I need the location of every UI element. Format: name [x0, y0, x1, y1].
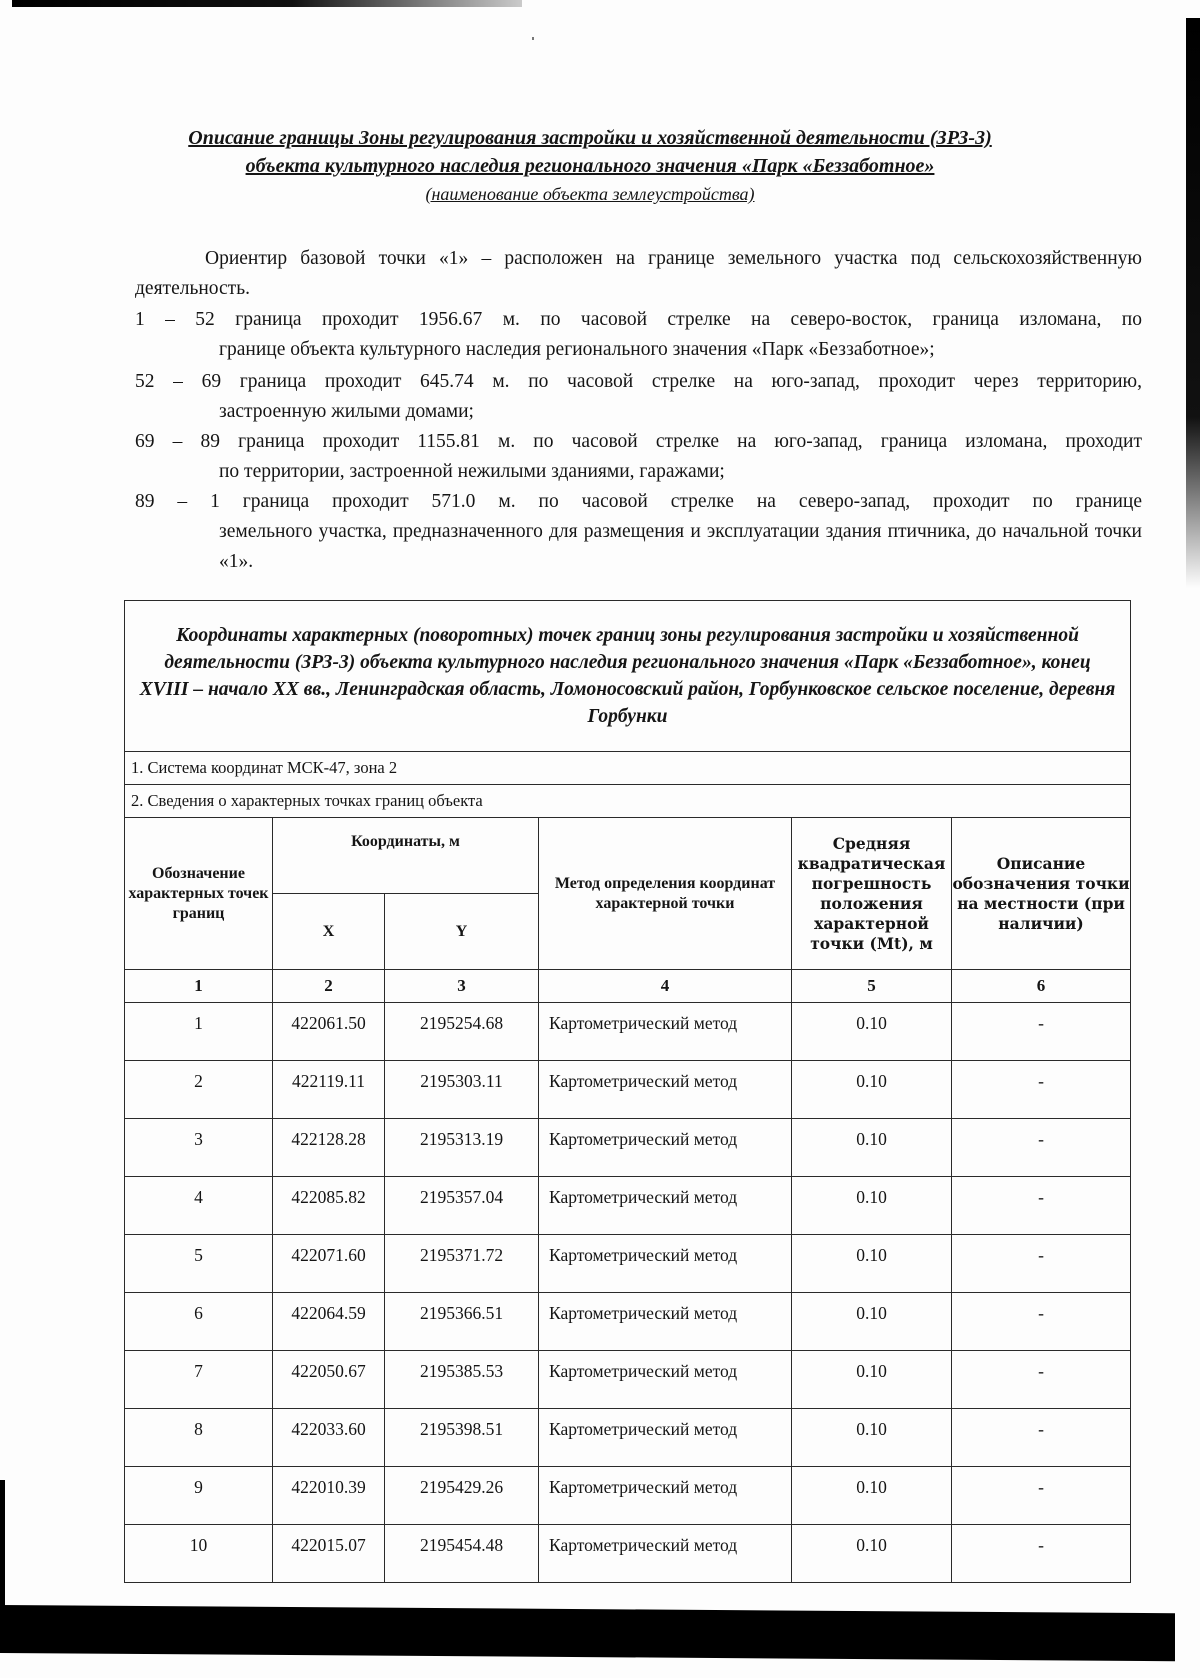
table-row — [125, 1293, 1131, 1351]
coordinate-system: 1. Система координат МСК-47, зона 2 — [125, 752, 1131, 785]
scan-edge-left — [0, 1480, 5, 1610]
point-cell: 7 — [125, 1351, 273, 1409]
table-caption: Координаты характерных (поворотных) точек границ зоны регулирования застройки и хозяйственной деятельности (ЗРЗ-3) объекта культурного наследия регионального значения «Парк «Беззаботное», конец XVIII – начало XX вв., Ленинградская область, Ломоносовский район, Горбунковское сельское поселение, деревня Горбунки — [125, 601, 1131, 752]
error-cell: 0.10 — [792, 1003, 952, 1061]
boundary-segment — [135, 487, 1142, 577]
x-cell: 422128.28 — [273, 1119, 385, 1177]
point-cell: 1 — [125, 1003, 273, 1061]
y-cell: 2195254.68 — [385, 1003, 539, 1061]
title-subtitle: (наименование объекта землеустройства) — [425, 184, 755, 204]
table-row — [125, 1003, 1131, 1061]
title-line-1: Описание границы Зоны регулирования застройки и хозяйственной деятельности (ЗРЗ-3) — [188, 127, 992, 149]
column-number: 6 — [952, 970, 1131, 1003]
error-cell: 0.10 — [792, 1525, 952, 1583]
y-cell: 2195429.26 — [385, 1467, 539, 1525]
segment-text: 1 – 52 граница проходит 1956.67 м. по часовой стрелке на северо-восток, граница изломана, по — [135, 309, 1142, 330]
header-y: Y — [385, 894, 539, 970]
error-cell: 0.10 — [792, 1119, 952, 1177]
header-method: Метод определения координат характерной точки — [539, 818, 792, 970]
method-cell: Картометрический метод — [539, 1119, 792, 1177]
point-cell: 4 — [125, 1177, 273, 1235]
description-cell: - — [952, 1119, 1131, 1177]
header-x: X — [273, 894, 385, 970]
scan-edge-top — [12, 0, 522, 7]
point-cell: 6 — [125, 1293, 273, 1351]
y-cell: 2195398.51 — [385, 1409, 539, 1467]
column-number: 1 — [125, 970, 273, 1003]
point-cell: 5 — [125, 1235, 273, 1293]
description-cell: - — [952, 1409, 1131, 1467]
method-cell: Картометрический метод — [539, 1409, 792, 1467]
boundary-segment — [135, 427, 1142, 487]
segment-continuation: земельного участка, предназначенного для размещения и эксплуатации здания птичника, до начальной точки «1». — [219, 521, 1142, 572]
coordinates-table-container — [124, 600, 1130, 1583]
segment-text: 52 – 69 граница проходит 645.74 м. по часовой стрелке на юго-запад, проходит через территорию, — [135, 371, 1142, 392]
description-cell: - — [952, 1293, 1131, 1351]
y-cell: 2195357.04 — [385, 1177, 539, 1235]
point-cell: 10 — [125, 1525, 273, 1583]
header-error: Средняя квадратическая погрешность положения характерной точки (Mt), м — [792, 818, 952, 970]
description-cell: - — [952, 1351, 1131, 1409]
x-cell: 422064.59 — [273, 1293, 385, 1351]
error-cell: 0.10 — [792, 1061, 952, 1119]
y-cell: 2195385.53 — [385, 1351, 539, 1409]
header-coords: Координаты, м — [273, 818, 539, 894]
x-cell: 422050.67 — [273, 1351, 385, 1409]
table-row — [125, 1351, 1131, 1409]
description-cell: - — [952, 1467, 1131, 1525]
document-title — [130, 124, 1050, 208]
segment-continuation: границе объекта культурного наследия регионального значения «Парк «Беззаботное»; — [219, 339, 935, 360]
x-cell: 422085.82 — [273, 1177, 385, 1235]
method-cell: Картометрический метод — [539, 1525, 792, 1583]
error-cell: 0.10 — [792, 1467, 952, 1525]
x-cell: 422119.11 — [273, 1061, 385, 1119]
column-numbers-row — [125, 970, 1131, 1003]
segment-continuation: по территории, застроенной нежилыми зданиями, гаражами; — [219, 461, 725, 482]
method-cell: Картометрический метод — [539, 1351, 792, 1409]
header-point: Обозначение характерных точек границ — [125, 818, 273, 970]
error-cell: 0.10 — [792, 1235, 952, 1293]
table-row — [125, 1525, 1131, 1583]
method-cell: Картометрический метод — [539, 1467, 792, 1525]
segment-continuation: застроенную жилыми домами; — [219, 401, 474, 422]
point-cell: 8 — [125, 1409, 273, 1467]
description-cell: - — [952, 1061, 1131, 1119]
table-row — [125, 1061, 1131, 1119]
boundary-segment — [135, 305, 1142, 365]
segment-text: 89 – 1 граница проходит 571.0 м. по часовой стрелке на северо-запад, проходит по границе — [135, 491, 1142, 512]
column-number: 5 — [792, 970, 952, 1003]
y-cell: 2195313.19 — [385, 1119, 539, 1177]
method-cell: Картометрический метод — [539, 1061, 792, 1119]
title-line-2: объекта культурного наследия регионального значения «Парк «Беззаботное» — [245, 155, 935, 177]
table-row — [125, 1119, 1131, 1177]
x-cell: 422015.07 — [273, 1525, 385, 1583]
segment-text: 69 – 89 граница проходит 1155.81 м. по часовой стрелке на юго-запад, граница изломана, проходит — [135, 431, 1142, 452]
method-cell: Картометрический метод — [539, 1293, 792, 1351]
method-cell: Картометрический метод — [539, 1003, 792, 1061]
scan-speck — [532, 37, 534, 40]
header-description: Описание обозначения точки на местности (при наличии) — [952, 818, 1131, 970]
table-row — [125, 1235, 1131, 1293]
x-cell: 422061.50 — [273, 1003, 385, 1061]
scan-edge-right — [1186, 18, 1200, 588]
error-cell: 0.10 — [792, 1351, 952, 1409]
x-cell: 422010.39 — [273, 1467, 385, 1525]
error-cell: 0.10 — [792, 1177, 952, 1235]
intro-paragraph: Ориентир базовой точки «1» – расположен на границе земельного участка под сельскохозяйственную деятельность. — [135, 248, 1142, 299]
description-cell: - — [952, 1177, 1131, 1235]
method-cell: Картометрический метод — [539, 1235, 792, 1293]
description-cell: - — [952, 1235, 1131, 1293]
x-cell: 422071.60 — [273, 1235, 385, 1293]
description-cell: - — [952, 1525, 1131, 1583]
column-number: 4 — [539, 970, 792, 1003]
column-number: 2 — [273, 970, 385, 1003]
y-cell: 2195366.51 — [385, 1293, 539, 1351]
error-cell: 0.10 — [792, 1409, 952, 1467]
method-cell: Картометрический метод — [539, 1177, 792, 1235]
y-cell: 2195454.48 — [385, 1525, 539, 1583]
column-number: 3 — [385, 970, 539, 1003]
point-cell: 3 — [125, 1119, 273, 1177]
table-row — [125, 1409, 1131, 1467]
y-cell: 2195371.72 — [385, 1235, 539, 1293]
description-cell: - — [952, 1003, 1131, 1061]
point-cell: 2 — [125, 1061, 273, 1119]
boundary-segment — [135, 367, 1142, 427]
error-cell: 0.10 — [792, 1293, 952, 1351]
point-cell: 9 — [125, 1467, 273, 1525]
scan-edge-bottom — [0, 1605, 1175, 1661]
y-cell: 2195303.11 — [385, 1061, 539, 1119]
section-label: 2. Сведения о характерных точках границ объекта — [125, 785, 1131, 818]
x-cell: 422033.60 — [273, 1409, 385, 1467]
coordinates-table — [124, 600, 1131, 1583]
table-row — [125, 1467, 1131, 1525]
table-row — [125, 1177, 1131, 1235]
